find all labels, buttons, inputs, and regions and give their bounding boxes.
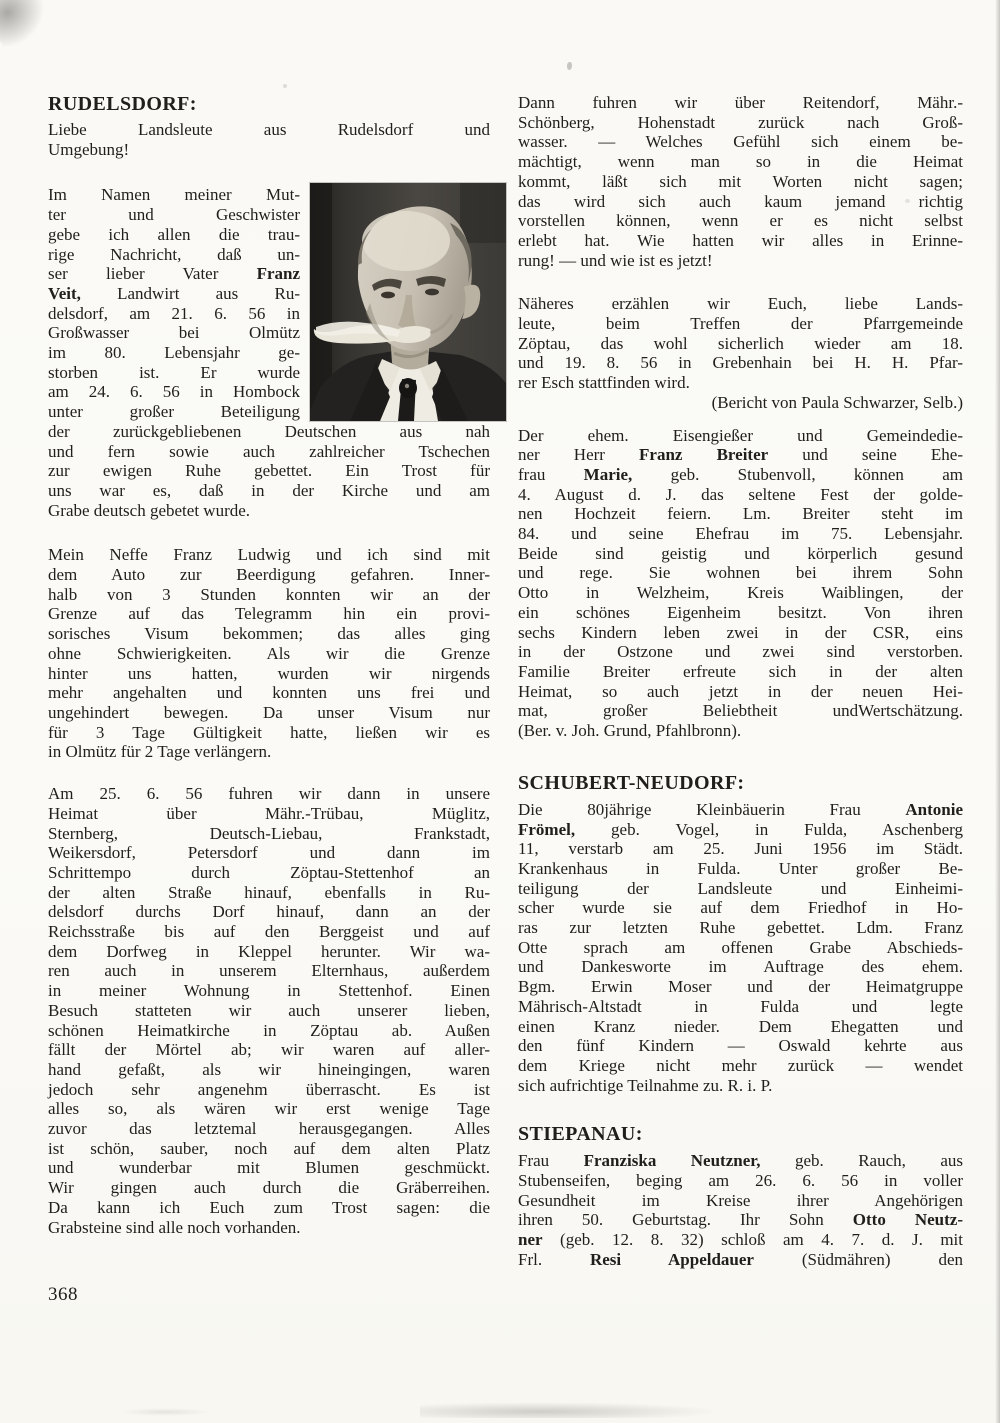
paragraph-breiter-anniversary	[518, 426, 963, 741]
text-line: alles so, als wären wir erst wenige Tage	[48, 1099, 490, 1119]
text-line: Grabe deutsch gebetet wurde.	[48, 500, 251, 520]
scan-smear-bottom	[120, 1408, 210, 1416]
text-line: der alten Straße hinauf, ebenfalls in Ru-	[48, 882, 490, 902]
text-line: zuvor das letztemal herausgegangen. Alles	[48, 1119, 490, 1139]
text-line: und wunderbar mit Blumen geschmückt.	[48, 1158, 490, 1178]
text-line: ein schönes Eigenheim besitzt. Von ihren	[518, 602, 963, 622]
text-line: Schrittempo durch Zöptau-Stettenhof an	[48, 862, 490, 882]
text-line: einen Kranz nieder. Dem Ehegatten und	[518, 1016, 963, 1036]
text-line: mächtigt, wenn man so in die Heimat	[518, 152, 963, 172]
text-line: mat, großer Beliebtheit undWertschätzung.	[518, 701, 963, 721]
text-line: ras zur letzten Ruhe gebettet. Ldm. Franz	[518, 918, 963, 938]
text-line: halb von 3 Stunden konnten wir an der	[48, 584, 490, 604]
text-line: ungehindert bewegen. Da unser Visum nur	[48, 702, 490, 722]
text-line: Umgebung!	[48, 139, 130, 159]
section-heading-schubert-neudorf: SCHUBERT-NEUDORF:	[518, 771, 745, 794]
text-line: Da kann ich Euch zum Trost sagen: die	[48, 1197, 490, 1217]
paragraph-journey-visa	[48, 545, 490, 762]
text-line: delsdorf durchs Dorf hinauf, dann an der	[48, 902, 490, 922]
text-line: nen Hochzeit feiern. Lm. Breiter steht im	[518, 504, 963, 524]
text-line: ter und Geschwister	[48, 205, 300, 225]
text-line: am 24. 6. 56 in Hombock	[48, 382, 300, 402]
text-line: rung! — und wie ist es jetzt!	[518, 250, 713, 270]
text-line: ner Herr Franz Breiter und seine Ehe-	[518, 445, 963, 465]
text-line: zur ewigen Ruhe gebettet. Ein Trost für	[48, 461, 490, 481]
paragraph-treffen-lines	[518, 294, 963, 393]
text-line: frau Marie, geb. Stubenvoll, können am	[518, 464, 963, 484]
text-line: Zöptau, das wohl sicherlich wieder am 18.	[518, 333, 963, 353]
text-line: Am 25. 6. 56 fuhren wir dann in unsere	[48, 784, 490, 804]
text-line: Grenze auf das Telegramm hin ein provi-	[48, 604, 490, 624]
text-line: schönen Heimatkirche in Zöptau ab. Außen	[48, 1020, 490, 1040]
report-credit-schwarzer: (Bericht von Paula Schwarzer, Selb.)	[711, 392, 963, 412]
text-line: ihren 50. Geburtstag. Ihr Sohn Otto Neutz-	[518, 1210, 963, 1230]
text-line: Besuch statteten wir auch unserer lieben,	[48, 1000, 490, 1020]
text-line: Familie Breiter erfreute sich in der alten	[518, 661, 963, 681]
text-line: delsdorf, am 21. 6. 56 in	[48, 303, 300, 323]
text-line: Mährisch-Altstadt in Fulda und legte	[518, 996, 963, 1016]
text-line: dem Kriege nicht mehr zurück — wendet	[518, 1055, 963, 1075]
text-line: dem Dorfweg in Kleppel herunter. Wir wa-	[48, 941, 490, 961]
text-line: scher wurde sie auf dem Friedhof in Ho-	[518, 898, 963, 918]
text-line: gebe ich allen die trau-	[48, 224, 300, 244]
text-line: (Ber. v. Joh. Grund, Pfahlbronn).	[518, 721, 742, 741]
paragraph-neutzner-birthday	[518, 1151, 963, 1269]
text-line: im 80. Lebensjahr ge-	[48, 343, 300, 363]
text-line: mehr angehalten und konnten uns frei und	[48, 683, 490, 703]
text-line: der zurückgebliebenen Deutschen aus nah	[48, 421, 490, 441]
page-number: 368	[48, 1284, 78, 1305]
paragraph-froemel-obituary	[518, 800, 963, 1096]
text-line: Frl. Resi Appeldauer (Südmähren) den	[518, 1249, 963, 1269]
text-line: Näheres erzählen wir Euch, liebe Lands-	[518, 294, 963, 314]
text-line: Krankenhaus in Fulda. Unter großer Be-	[518, 858, 963, 878]
text-line: Otte sprach am offenen Grabe Abschieds-	[518, 937, 963, 957]
text-line: Heimat, so auch jetzt in der neuen Hei-	[518, 681, 963, 701]
text-line: 84. und seine Ehefrau im 75. Lebensjahr.	[518, 524, 963, 544]
text-line: 11, verstarb am 25. Juni 1956 im Städt.	[518, 839, 963, 859]
paragraph-homeland-visit	[48, 784, 490, 1237]
text-line: den fünf Kindern — Oswald kehrte aus	[518, 1036, 963, 1056]
text-line: ren auch in unserem Elternhaus, außerdem	[48, 961, 490, 981]
text-line: das wird sich auch kaum jemand richtig	[518, 191, 963, 211]
text-line: hand gefaßt, als wir hineingingen, waren	[48, 1059, 490, 1079]
scan-speck	[283, 84, 287, 88]
text-line: teiligung der Landsleute und Einheimi-	[518, 878, 963, 898]
text-line: sich aufrichtige Teilnahme zu. R. i. P.	[518, 1075, 773, 1095]
text-line: Veit, Landwirt aus Ru-	[48, 283, 300, 303]
text-line: und fern sowie auch zahlreicher Tschechen	[48, 441, 490, 461]
text-line: in meiner Wohnung in Stettenhof. Einen	[48, 981, 490, 1001]
text-line: und Dankesworte im Auftrage des ehem.	[518, 957, 963, 977]
text-line: Reichsstraße bis auf den Berggeist und auf	[48, 922, 490, 942]
text-line: leute, beim Treffen der Pfarrgemeinde	[518, 314, 963, 334]
paragraph-return-trip	[518, 93, 963, 270]
paragraph-treffen-announcement	[518, 294, 963, 412]
text-line: Im Namen meiner Mut-	[48, 185, 300, 205]
portrait-photo-illustration	[310, 183, 506, 421]
left-column	[48, 93, 490, 1237]
text-line: Beide sind geistig und körperlich gesund	[518, 543, 963, 563]
right-column	[518, 93, 963, 1270]
text-line: Großwasser bei Olmütz	[48, 323, 300, 343]
text-line: rer Esch stattfinden wird.	[518, 373, 690, 393]
text-line: hinter uns hatten, wurden wir nirgends	[48, 663, 490, 683]
text-line: Otto in Welzheim, Kreis Waiblingen, der	[518, 583, 963, 603]
text-line: Heimat über Mähr.-Trübau, Müglitz,	[48, 803, 490, 823]
text-line: dem Auto zur Beerdigung gefahren. Inner-	[48, 565, 490, 585]
section-heading-stiepanau: STIEPANAU:	[518, 1123, 643, 1146]
scan-edge-shadow	[995, 0, 1000, 1423]
text-line: Bgm. Erwin Moser und der Heimatgruppe	[518, 977, 963, 997]
text-line: Schönberg, Hohenstadt zurück nach Groß-	[518, 112, 963, 132]
section-heading-rudelsdorf: RUDELSDORF:	[48, 93, 197, 115]
text-line: rige Nachricht, daß un-	[48, 244, 300, 264]
text-line: sechs Kindern leben zwei in der CSR, eins	[518, 622, 963, 642]
text-line: ohne Schwierigkeiten. Als wir die Grenze	[48, 643, 490, 663]
text-line: Grabsteine sind alle noch vorhanden.	[48, 1217, 301, 1237]
text-line: Frau Franziska Neutzner, geb. Rauch, aus	[518, 1151, 963, 1171]
text-line: fällt der Mörtel ab; wir waren auf aller-	[48, 1040, 490, 1060]
text-line: ser lieber Vater Franz	[48, 264, 300, 284]
paragraph-obituary-veit	[48, 185, 490, 520]
text-line: sorisches Visum bekommen; das alles ging	[48, 624, 490, 644]
text-line: jedoch sehr angenehm überrascht. Es ist	[48, 1079, 490, 1099]
text-line: Frömel, geb. Vogel, in Fulda, Aschenberg	[518, 819, 963, 839]
text-line: 4. August d. J. das seltene Fest der golde-	[518, 484, 963, 504]
portrait-photo-franz-veit	[310, 183, 506, 417]
text-line: kommt, läßt sich mit Worten nicht sagen;	[518, 171, 963, 191]
text-line: und rege. Sie wohnen bei ihrem Sohn	[518, 563, 963, 583]
text-line: Weikersdorf, Petersdorf und dann im	[48, 843, 490, 863]
scan-smear-bottom	[420, 1402, 720, 1418]
text-line: Sternberg, Deutsch-Liebau, Frankstadt,	[48, 823, 490, 843]
text-line: in der Ostzone und zwei sind verstorben.	[518, 642, 963, 662]
text-line: ist schön, sauber, noch auf dem alten Platz	[48, 1138, 490, 1158]
text-line: wasser. — Welches Gefühl sich einem be-	[518, 132, 963, 152]
text-line: storben ist. Er wurde	[48, 362, 300, 382]
text-line: und 19. 8. 56 in Grebenhain bei H. H. Pfar-	[518, 353, 963, 373]
text-line: uns war es, daß in der Kirche und am	[48, 480, 490, 500]
text-line: Gesundheit im Kreise ihrer Angehörigen	[518, 1190, 963, 1210]
scan-smudge-top-left	[0, 0, 62, 55]
text-line: Liebe Landsleute aus Rudelsdorf und	[48, 120, 490, 139]
paragraph-salutation	[48, 120, 490, 159]
text-line: Stubenseifen, beging am 26. 6. 56 in voller	[518, 1171, 963, 1191]
text-line: Der ehem. Eisengießer und Gemeindedie-	[518, 425, 963, 445]
text-line: für 3 Tage Gültigkeit hatte, ließen wir es	[48, 722, 490, 742]
text-line: Mein Neffe Franz Ludwig und ich sind mit	[48, 545, 490, 565]
scan-speck	[567, 62, 572, 70]
text-line: erlebt hat. Wie hatten wir alles in Erinne-	[518, 230, 963, 250]
text-line: Die 80jährige Kleinbäuerin Frau Antonie	[518, 799, 963, 819]
text-line: Wir gingen auch durch die Gräberreihen.	[48, 1178, 490, 1198]
text-line: ner (geb. 12. 8. 32) schloß am 4. 7. d. J. mit	[518, 1230, 963, 1250]
text-line: in Olmütz für 2 Tage verlängern.	[48, 742, 272, 762]
text-line: vorstellen können, wenn er es nicht selbst	[518, 211, 963, 231]
text-line: Dann fuhren wir über Reitendorf, Mähr.-	[518, 93, 963, 112]
text-line: unter großer Beteiligung	[48, 402, 300, 422]
